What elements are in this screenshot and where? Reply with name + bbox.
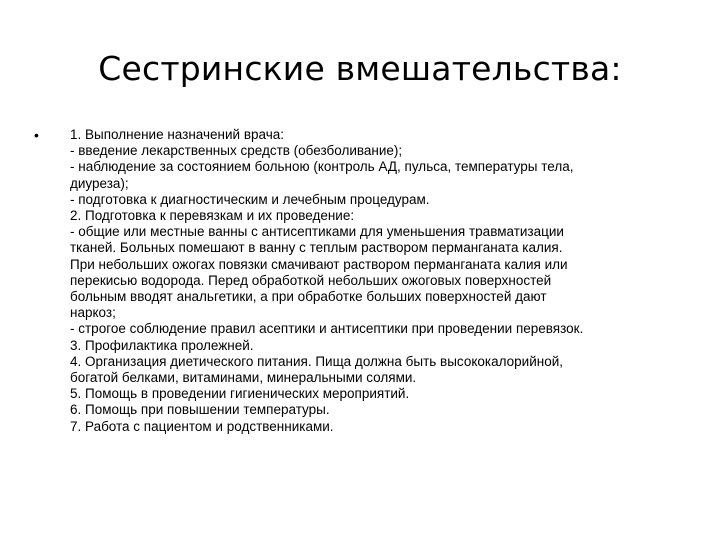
body-line: богатой белками, витаминами, минеральными солями. — [70, 370, 417, 386]
body-line: 2. Подготовка к перевязкам и их проведение: — [70, 208, 355, 224]
body-line: 5. Помощь в проведении гигиенических мероприятий. — [70, 386, 410, 402]
body-line: 6. Помощь при повышении температуры. — [70, 402, 330, 418]
body-line: При небольших ожогах повязки смачивают раствором перманганата калия или — [70, 256, 568, 272]
body-line: - общие или местные ванны с антисептиками для уменьшения травматизации — [70, 224, 564, 240]
body-line: 3. Профилактика пролежней. — [70, 337, 254, 353]
body-line: 1. Выполнение назначений врача: — [70, 127, 285, 142]
body-line: наркоз; — [70, 305, 116, 321]
body-line: больным вводят анальгетики, а при обработке больших поверхностей дают — [70, 289, 547, 305]
body-line: перекисью водорода. Перед обработкой небольших ожоговых поверхностей — [70, 272, 552, 288]
body-line: - наблюдение за состоянием больною (контроль АД, пульса, температуры тела, — [70, 159, 574, 175]
body-line: 7. Работа с пациентом и родственниками. — [70, 418, 334, 434]
slide-title-colon: : — [610, 49, 622, 88]
body-line: тканей. Больных помешают в ванну с теплым раствором перманганата калия. — [70, 240, 563, 256]
body-line: 4. Организация диетического питания. Пища должна быть высококалорийной, — [70, 353, 563, 369]
slide-title — [0, 46, 720, 92]
body-line: - введение лекарственных средств (обезболивание); — [70, 143, 403, 159]
bullet-marker: • — [34, 127, 39, 143]
body-line: диуреза); — [70, 175, 129, 191]
slide-title-text: Сестринские вмешательства — [98, 49, 611, 88]
slide-body-text — [70, 127, 710, 435]
body-line: - подготовка к диагностическим и лечебным процедурам. — [70, 191, 430, 207]
body-line: - строгое соблюдение правил асептики и антисептики при проведении перевязок. — [70, 321, 584, 337]
